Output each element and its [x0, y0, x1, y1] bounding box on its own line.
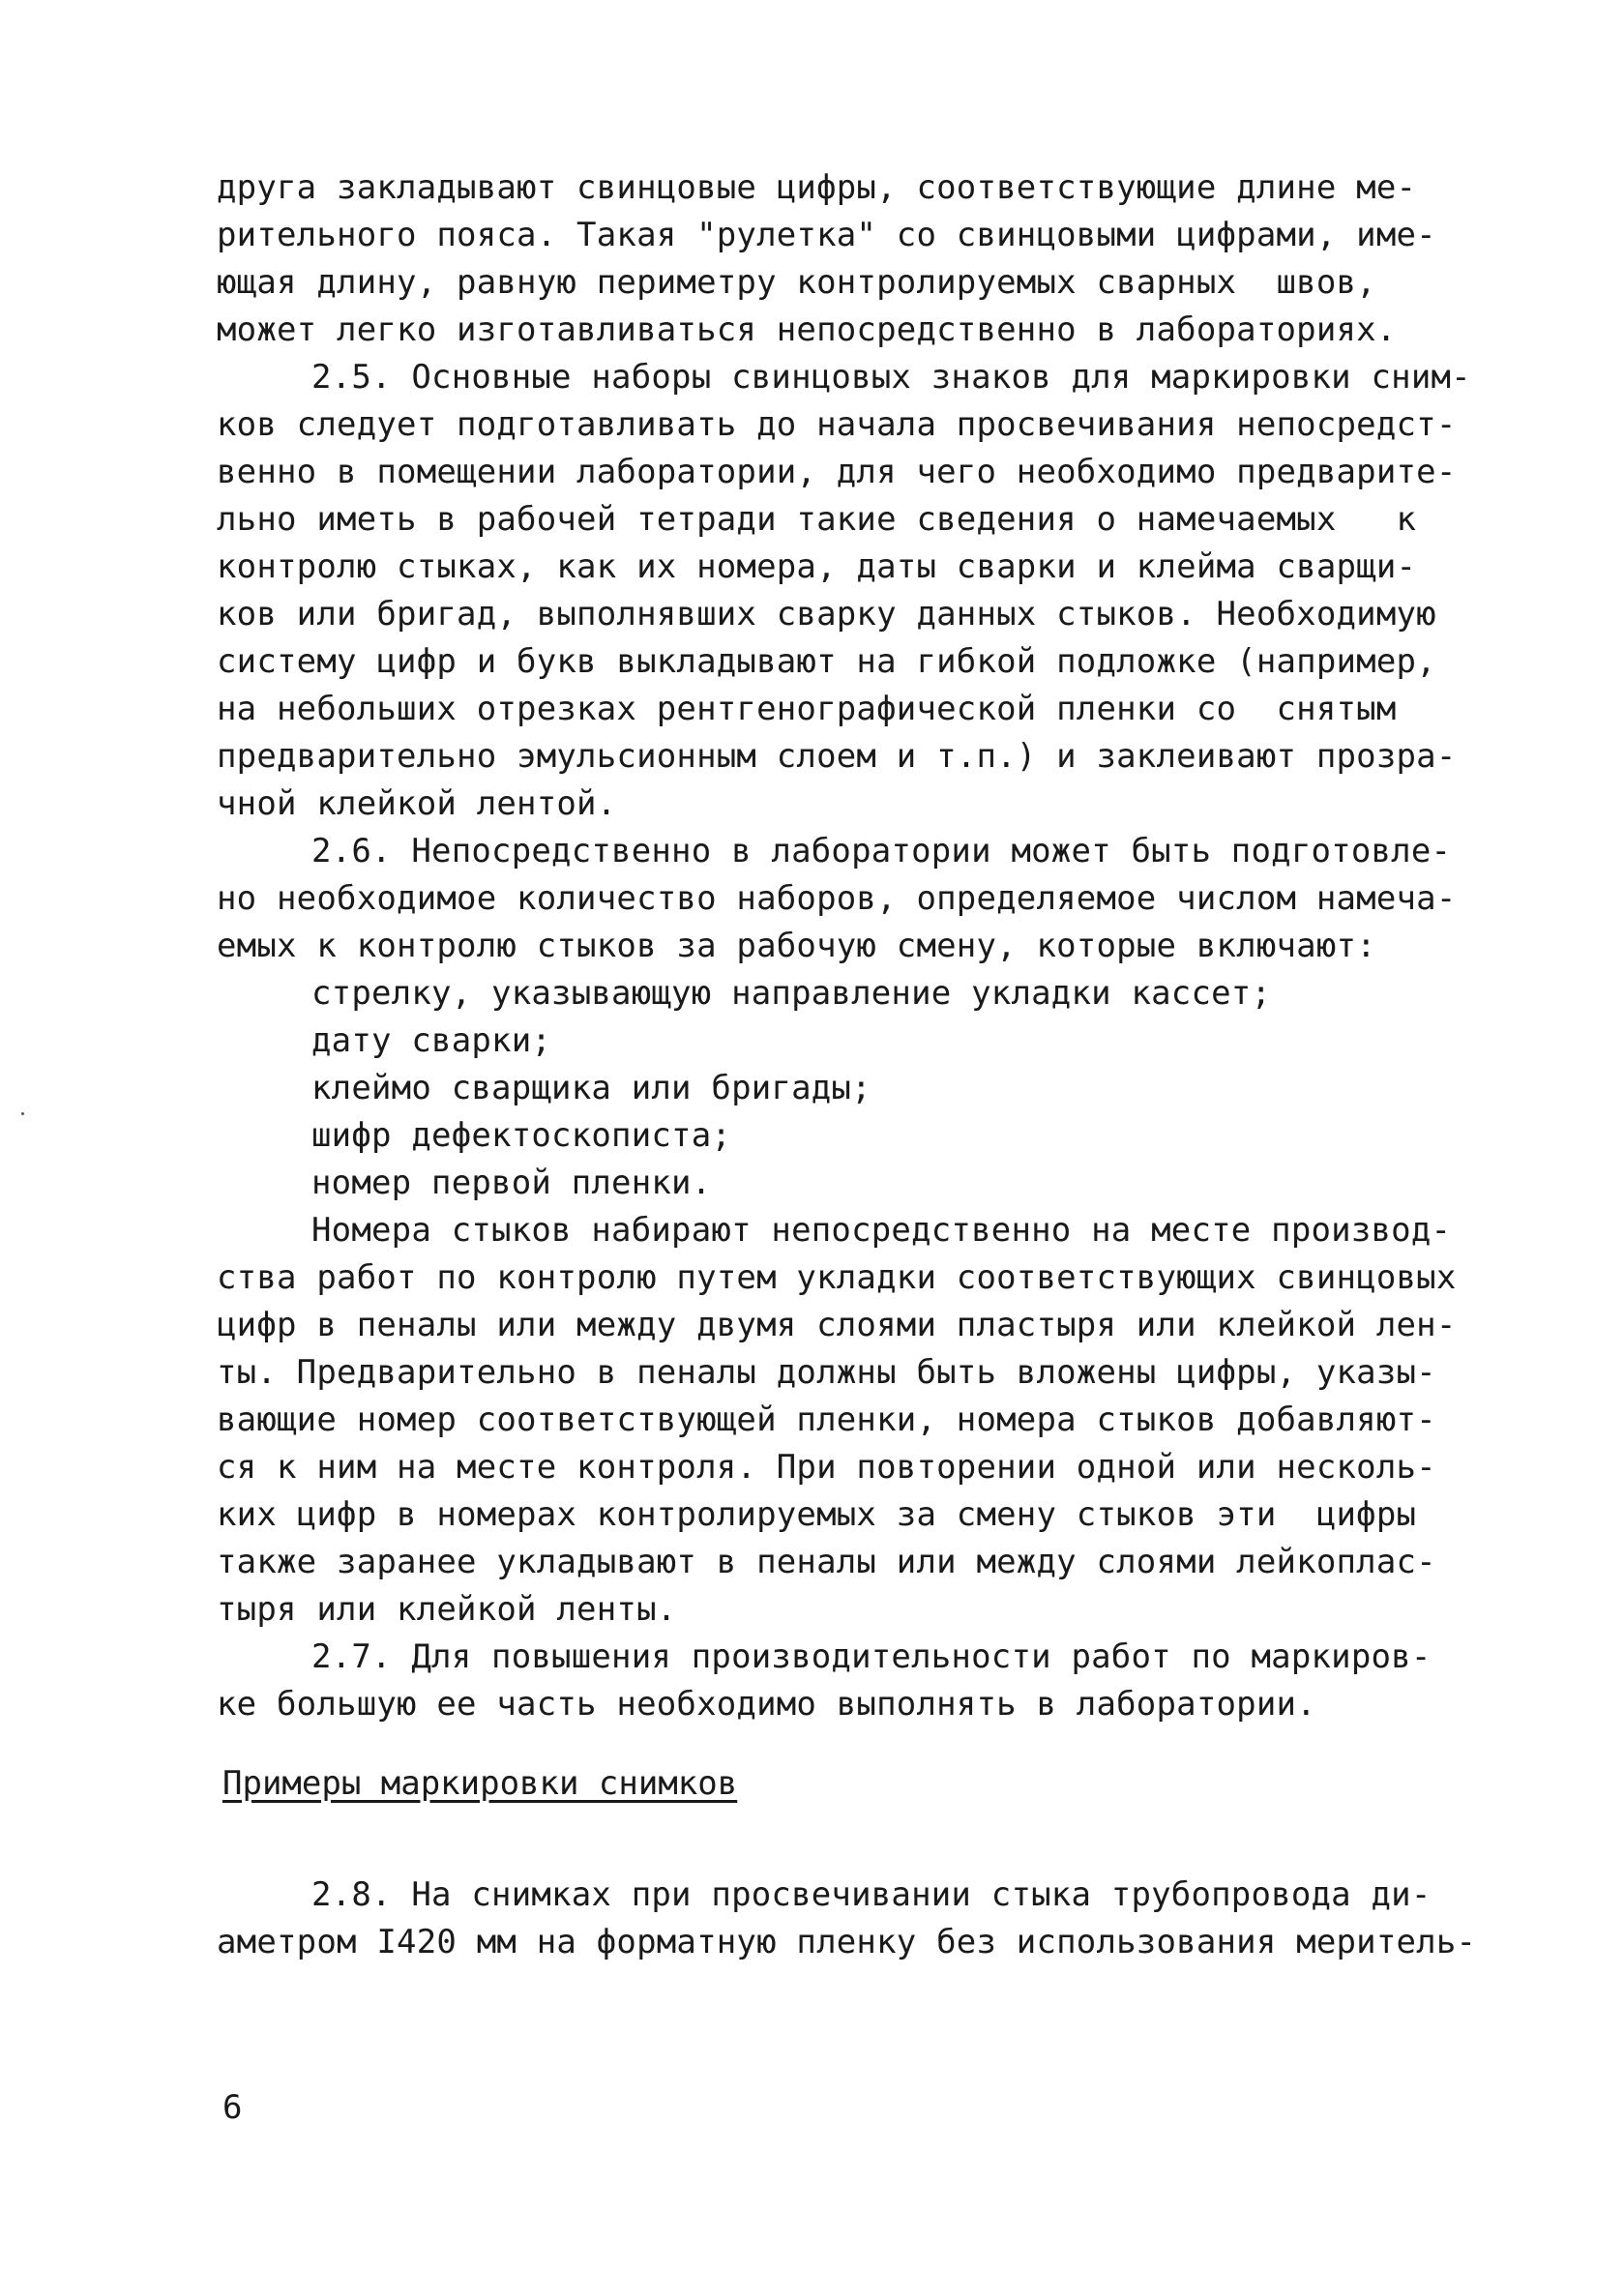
list-item: клеймо сварщика или бригады;	[311, 1069, 871, 1107]
text-line: ков или бригад, выполнявших сварку данных стыков. Необходимую	[217, 595, 1436, 634]
list-item: стрелку, указывающую направление укладки кассет;	[311, 974, 1272, 1013]
list-item: дату сварки;	[311, 1021, 552, 1060]
text-line: ких цифр в номерах контролируемых за смену стыков эти цифры	[217, 1495, 1417, 1534]
text-line: друга закладывают свинцовые цифры, соответствующие длине ме-	[217, 168, 1417, 207]
text-line: предварительно эмульсионным слоем и т.п.) и заклеивают прозра-	[217, 737, 1457, 776]
text-line: систему цифр и букв выкладывают на гибкой подложке (например,	[217, 642, 1436, 681]
text-line: ющая длину, равную периметру контролируемых сварных швов,	[217, 263, 1376, 302]
page-number: 6	[222, 2088, 243, 2127]
text-line: тыря или клейкой ленты.	[217, 1590, 677, 1629]
text-line: льно иметь в рабочей тетради такие сведения о намечаемых к	[217, 500, 1417, 539]
text-line: ке большую ее часть необходимо выполнять в лаборатории.	[217, 1685, 1316, 1724]
text-line: емых к контролю стыков за рабочую смену, которые включают:	[217, 927, 1376, 965]
text-line: ся к ним на месте контроля. При повторении одной или несколь-	[217, 1448, 1436, 1487]
paragraph-start: Номера стыков набирают непосредственно на месте производ-	[311, 1211, 1452, 1250]
paragraph-2-7-start: 2.7. Для повышения производительности работ по маркиров-	[311, 1637, 1432, 1676]
list-item: номер первой пленки.	[311, 1164, 712, 1202]
paragraph-2-5-start: 2.5. Основные наборы свинцовых знаков для маркировки сним-	[311, 358, 1471, 397]
text-line: может легко изготавливаться непосредственно в лабораториях.	[217, 310, 1397, 349]
text-line: рительного пояса. Такая "рулетка" со свинцовыми цифрами, име-	[217, 216, 1436, 254]
paragraph-2-6-start: 2.6. Непосредственно в лаборатории может быть подготовле-	[311, 832, 1452, 870]
text-line: ков следует подготавливать до начала просвечивания непосредст-	[217, 405, 1457, 444]
text-line: чной клейкой лентой.	[217, 784, 617, 823]
text-line: на небольших отрезках рентгенографической пленки со снятым	[217, 690, 1397, 728]
text-line: вающие номер соответствующей пленки, номера стыков добавляют-	[217, 1400, 1436, 1439]
text-line: также заранее укладывают в пеналы или между слоями лейкоплас-	[217, 1543, 1436, 1581]
text-line: контролю стыках, как их номера, даты сварки и клейма сварщи-	[217, 547, 1417, 586]
text-line: но необходимое количество наборов, определяемое числом намеча-	[217, 879, 1457, 918]
paragraph-2-8-start: 2.8. На снимках при просвечивании стыка трубопровода ди-	[311, 1875, 1432, 1914]
text-line: аметром I420 мм на форматную пленку без использования мeритель-	[217, 1923, 1477, 1961]
text-line: ты. Предварительно в пеналы должны быть вложены цифры, указы-	[217, 1353, 1436, 1392]
section-heading: Примеры маркировки снимков	[222, 1764, 738, 1803]
list-item: шифр дефектоскописта;	[311, 1116, 732, 1155]
text-line: цифр в пеналы или между двумя слоями пластыря или клейкой лен-	[217, 1306, 1457, 1344]
scan-speck	[21, 1112, 24, 1115]
text-line: венно в помещении лаборатории, для чего необходимо предварите-	[217, 453, 1457, 491]
text-line: ства работ по контролю путем укладки соответствующих свинцовых	[217, 1258, 1457, 1297]
